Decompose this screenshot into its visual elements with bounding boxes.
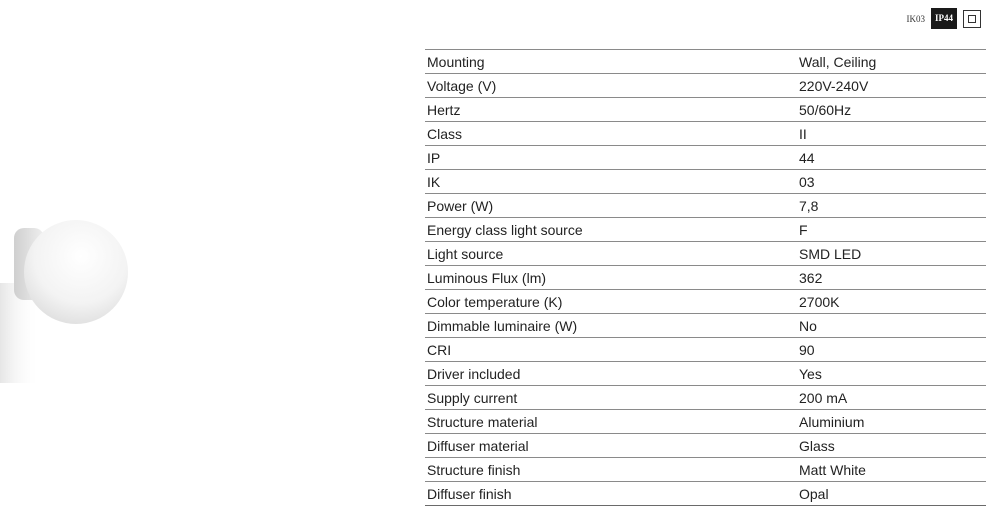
spec-row xyxy=(425,290,986,314)
spec-label: IP xyxy=(425,146,797,170)
spec-value: F xyxy=(797,218,986,242)
certification-badges xyxy=(907,8,982,29)
spec-row xyxy=(425,314,986,338)
specifications-table xyxy=(425,49,986,506)
spec-row xyxy=(425,482,986,506)
spec-row xyxy=(425,458,986,482)
spec-row xyxy=(425,218,986,242)
spec-row xyxy=(425,98,986,122)
spec-value: Aluminium xyxy=(797,410,986,434)
spec-row xyxy=(425,50,986,74)
ik-rating-badge: IK03 xyxy=(906,13,925,24)
spec-value: No xyxy=(797,314,986,338)
spec-row xyxy=(425,410,986,434)
spec-value: 44 xyxy=(797,146,986,170)
spec-label: Diffuser finish xyxy=(425,482,797,506)
spec-label: Mounting xyxy=(425,50,797,74)
spec-label: Light source xyxy=(425,242,797,266)
spec-value: II xyxy=(797,122,986,146)
spec-value: 200 mA xyxy=(797,386,986,410)
spec-label: Class xyxy=(425,122,797,146)
spec-row xyxy=(425,362,986,386)
spec-row xyxy=(425,242,986,266)
spec-value: 2700K xyxy=(797,290,986,314)
spec-label: Driver included xyxy=(425,362,797,386)
spec-row xyxy=(425,146,986,170)
product-image xyxy=(0,188,140,388)
spec-value: Yes xyxy=(797,362,986,386)
spec-value: Wall, Ceiling xyxy=(797,50,986,74)
spec-row xyxy=(425,386,986,410)
spec-label: Power (W) xyxy=(425,194,797,218)
spec-label: Energy class light source xyxy=(425,218,797,242)
class-ii-icon xyxy=(963,10,981,28)
spec-row xyxy=(425,74,986,98)
spec-value: SMD LED xyxy=(797,242,986,266)
spec-row xyxy=(425,122,986,146)
spec-value: 362 xyxy=(797,266,986,290)
spec-label: Color temperature (K) xyxy=(425,290,797,314)
spec-label: Dimmable luminaire (W) xyxy=(425,314,797,338)
spec-row xyxy=(425,170,986,194)
spec-label: Voltage (V) xyxy=(425,74,797,98)
spec-value: Opal xyxy=(797,482,986,506)
spec-label: Diffuser material xyxy=(425,434,797,458)
spec-value: 90 xyxy=(797,338,986,362)
spec-label: Luminous Flux (lm) xyxy=(425,266,797,290)
spec-label: Hertz xyxy=(425,98,797,122)
spec-label: Structure finish xyxy=(425,458,797,482)
ip-rating-badge: IP44 xyxy=(931,8,957,29)
spec-row xyxy=(425,266,986,290)
spec-row xyxy=(425,194,986,218)
spec-value: 50/60Hz xyxy=(797,98,986,122)
spec-value: Glass xyxy=(797,434,986,458)
spec-value: 03 xyxy=(797,170,986,194)
spec-label: Structure material xyxy=(425,410,797,434)
spec-value: Matt White xyxy=(797,458,986,482)
spec-value: 220V-240V xyxy=(797,74,986,98)
spec-value: 7,8 xyxy=(797,194,986,218)
spec-label: CRI xyxy=(425,338,797,362)
spec-row xyxy=(425,338,986,362)
spec-label: Supply current xyxy=(425,386,797,410)
spec-row xyxy=(425,434,986,458)
spec-label: IK xyxy=(425,170,797,194)
